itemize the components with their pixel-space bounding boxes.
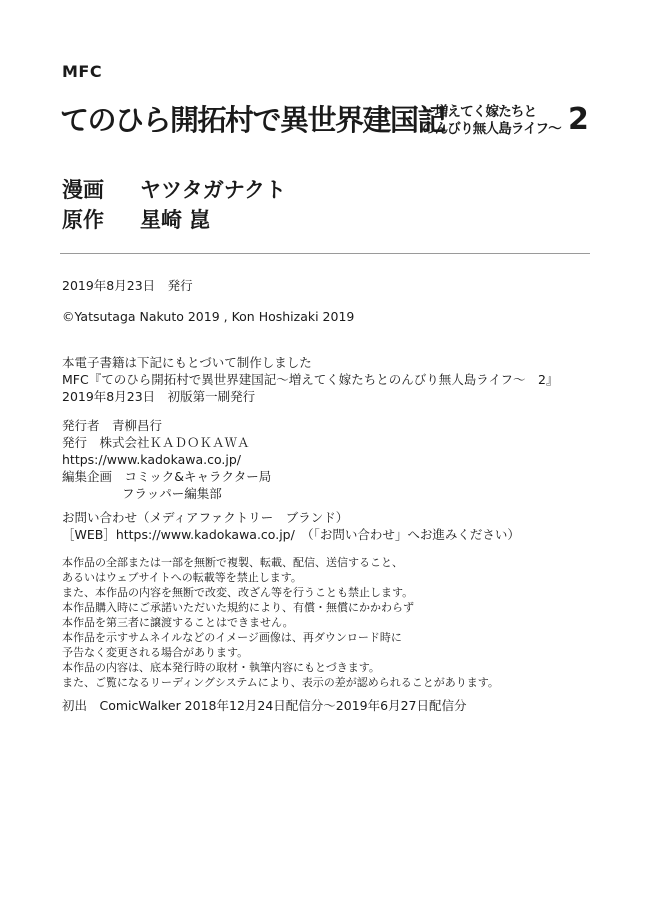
ebook-note-line: 本電子書籍は下記にもとづいて制作しました bbox=[62, 355, 312, 370]
credit-role: 原作 bbox=[62, 208, 104, 232]
contact-line: お問い合わせ（メディアファクトリー ブランド） bbox=[62, 510, 349, 525]
divider bbox=[60, 253, 590, 254]
credit-name: 星崎 崑 bbox=[140, 208, 211, 232]
subtitle-line: のんびり無人島ライフ～ bbox=[422, 121, 561, 137]
volume-number: 2 bbox=[568, 102, 589, 137]
ebook-note-line: 2019年8月23日 初版第一刷発行 bbox=[62, 389, 256, 404]
credit-manga bbox=[62, 177, 286, 203]
subtitle-line: ～増えてく嫁たちと bbox=[422, 104, 537, 120]
contact-web[interactable]: ［WEB］https://www.kadokawa.co.jp/ （「お問い合わせ」へお進みください） bbox=[62, 527, 520, 542]
publication-date: 2019年8月23日 発行 bbox=[62, 278, 193, 293]
publisher-person: 発行者 青柳昌行 bbox=[62, 418, 163, 433]
legal-line: 本作品の内容は、底本発行時の取材・執筆内容にもとづきます。 bbox=[62, 661, 380, 674]
main-title: てのひら開拓村で異世界建国記 bbox=[60, 103, 446, 137]
subtitle bbox=[422, 104, 561, 138]
book-title bbox=[60, 100, 600, 144]
legal-line: あるいはウェブサイトへの転載等を禁止します。 bbox=[62, 571, 302, 584]
contact bbox=[62, 509, 520, 543]
copyright: ©Yatsutaga Nakuto 2019 , Kon Hoshizaki 2019 bbox=[62, 309, 355, 324]
credit-original bbox=[62, 207, 210, 233]
publisher: 発行 株式会社ＫＡＤＯＫＡＷＡ bbox=[62, 435, 250, 450]
legal-line: 本作品を示すサムネイルなどのイメージ画像は、再ダウンロード時に bbox=[62, 631, 402, 644]
ebook-note-line: MFC『てのひら開拓村で異世界建国記～増えてく嫁たちとのんびり無人島ライフ～ 2』 bbox=[62, 372, 559, 387]
credit-name: ヤツタガナクト bbox=[140, 178, 286, 202]
legal-line: 本作品の全部または一部を無断で複製、転載、配信、送信すること、 bbox=[62, 556, 403, 569]
publisher-url[interactable]: https://www.kadokawa.co.jp/ bbox=[62, 452, 241, 467]
legal-notice bbox=[62, 555, 499, 690]
publisher-info bbox=[62, 417, 271, 502]
legal-line: また、ご覧になるリーディングシステムにより、表示の差が認められることがあります。 bbox=[62, 676, 499, 689]
legal-line: 予告なく変更される場合があります。 bbox=[62, 646, 249, 659]
ebook-note bbox=[62, 354, 558, 405]
legal-line: 本作品を第三者に譲渡することはできません。 bbox=[62, 616, 294, 629]
editorial: 編集企画 コミック&キャラクター局 bbox=[62, 469, 272, 484]
imprint-label: MFC bbox=[62, 62, 103, 81]
editorial-dept: フラッパー編集部 bbox=[122, 486, 222, 501]
legal-line: 本作品購入時にご承諾いただいた規約により、有償・無償にかかわらず bbox=[62, 601, 414, 614]
credit-role: 漫画 bbox=[62, 178, 104, 202]
first-published: 初出 ComicWalker 2018年12月24日配信分～2019年6月27日配信分 bbox=[62, 698, 467, 713]
legal-line: また、本作品の内容を無断で改変、改ざん等を行うことも禁止します。 bbox=[62, 586, 414, 599]
